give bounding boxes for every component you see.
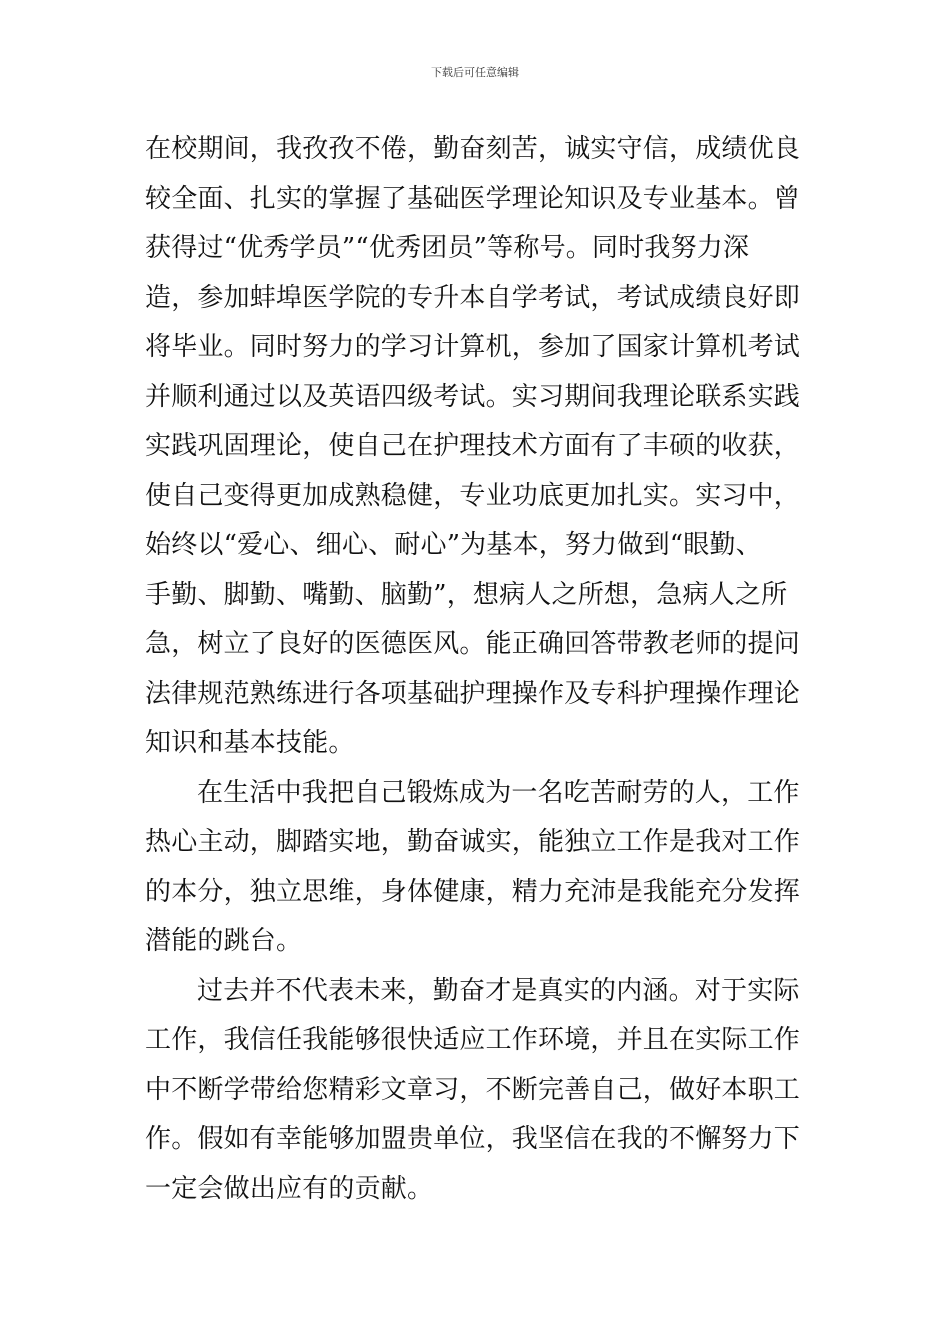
- text-line: 中不断学带给您精彩文章习，不断完善自己，做好本职工: [145, 1074, 801, 1105]
- paragraph-1: [145, 125, 810, 769]
- text-line: 将毕业。同时努力的学习计算机，参加了国家计算机考试: [145, 332, 801, 362]
- text-line: 一定会做出应有的贡献。: [145, 1173, 434, 1204]
- header-note: 下载后可任意编辑: [431, 66, 519, 79]
- text-line: 知识和基本技能。: [145, 728, 355, 758]
- text-line: 手勤、脚勤、嘴勤、脑勤”，想病人之所想，急病人之所: [145, 579, 788, 610]
- text-line: 获得过“优秀学员”“优秀团员”等称号。同时我努力深: [145, 233, 750, 263]
- paragraph-2: [145, 769, 810, 967]
- text-line: 并顺利通过以及英语四级考试。实习期间我理论联系实践: [145, 381, 801, 412]
- text-line: 使自己变得更加成熟稳健，专业功底更加扎实。实习中，: [145, 480, 801, 511]
- text-line: 法律规范熟练进行各项基础护理操作及专科护理操作理论: [145, 678, 801, 709]
- document-body: [145, 125, 810, 1214]
- text-line: 急，树立了良好的医德医风。能正确回答带教老师的提问: [145, 629, 801, 659]
- text-line: 在生活中我把自己锻炼成为一名吃苦耐劳的人，工作: [197, 777, 800, 808]
- text-line: 作。假如有幸能够加盟贵单位，我坚信在我的不懈努力下: [145, 1124, 801, 1154]
- text-line: 较全面、扎实的掌握了基础医学理论知识及专业基本。曾: [145, 183, 801, 214]
- text-line: 工作，我信任我能够很快适应工作环境，并且在实际工作: [145, 1025, 801, 1055]
- text-line: 潜能的跳台。: [145, 926, 303, 956]
- text-line: 的本分，独立思维，身体健康，精力充沛是我能充分发挥: [145, 876, 801, 907]
- paragraph-3: [145, 967, 810, 1215]
- text-line: 热心主动，脚踏实地，勤奋诚实，能独立工作是我对工作: [145, 827, 801, 857]
- text-line: 过去并不代表未来，勤奋才是真实的内涵。对于实际: [197, 975, 800, 1006]
- text-line: 实践巩固理论，使自己在护理技术方面有了丰硕的收获，: [145, 431, 801, 461]
- text-line: 始终以“爱心、细心、耐心”为基本，努力做到“眼勤、: [145, 530, 762, 560]
- text-line: 在校期间，我孜孜不倦，勤奋刻苦，诚实守信，成绩优良: [145, 134, 801, 164]
- text-line: 造，参加蚌埠医学院的专升本自学考试，考试成绩良好即: [145, 282, 801, 313]
